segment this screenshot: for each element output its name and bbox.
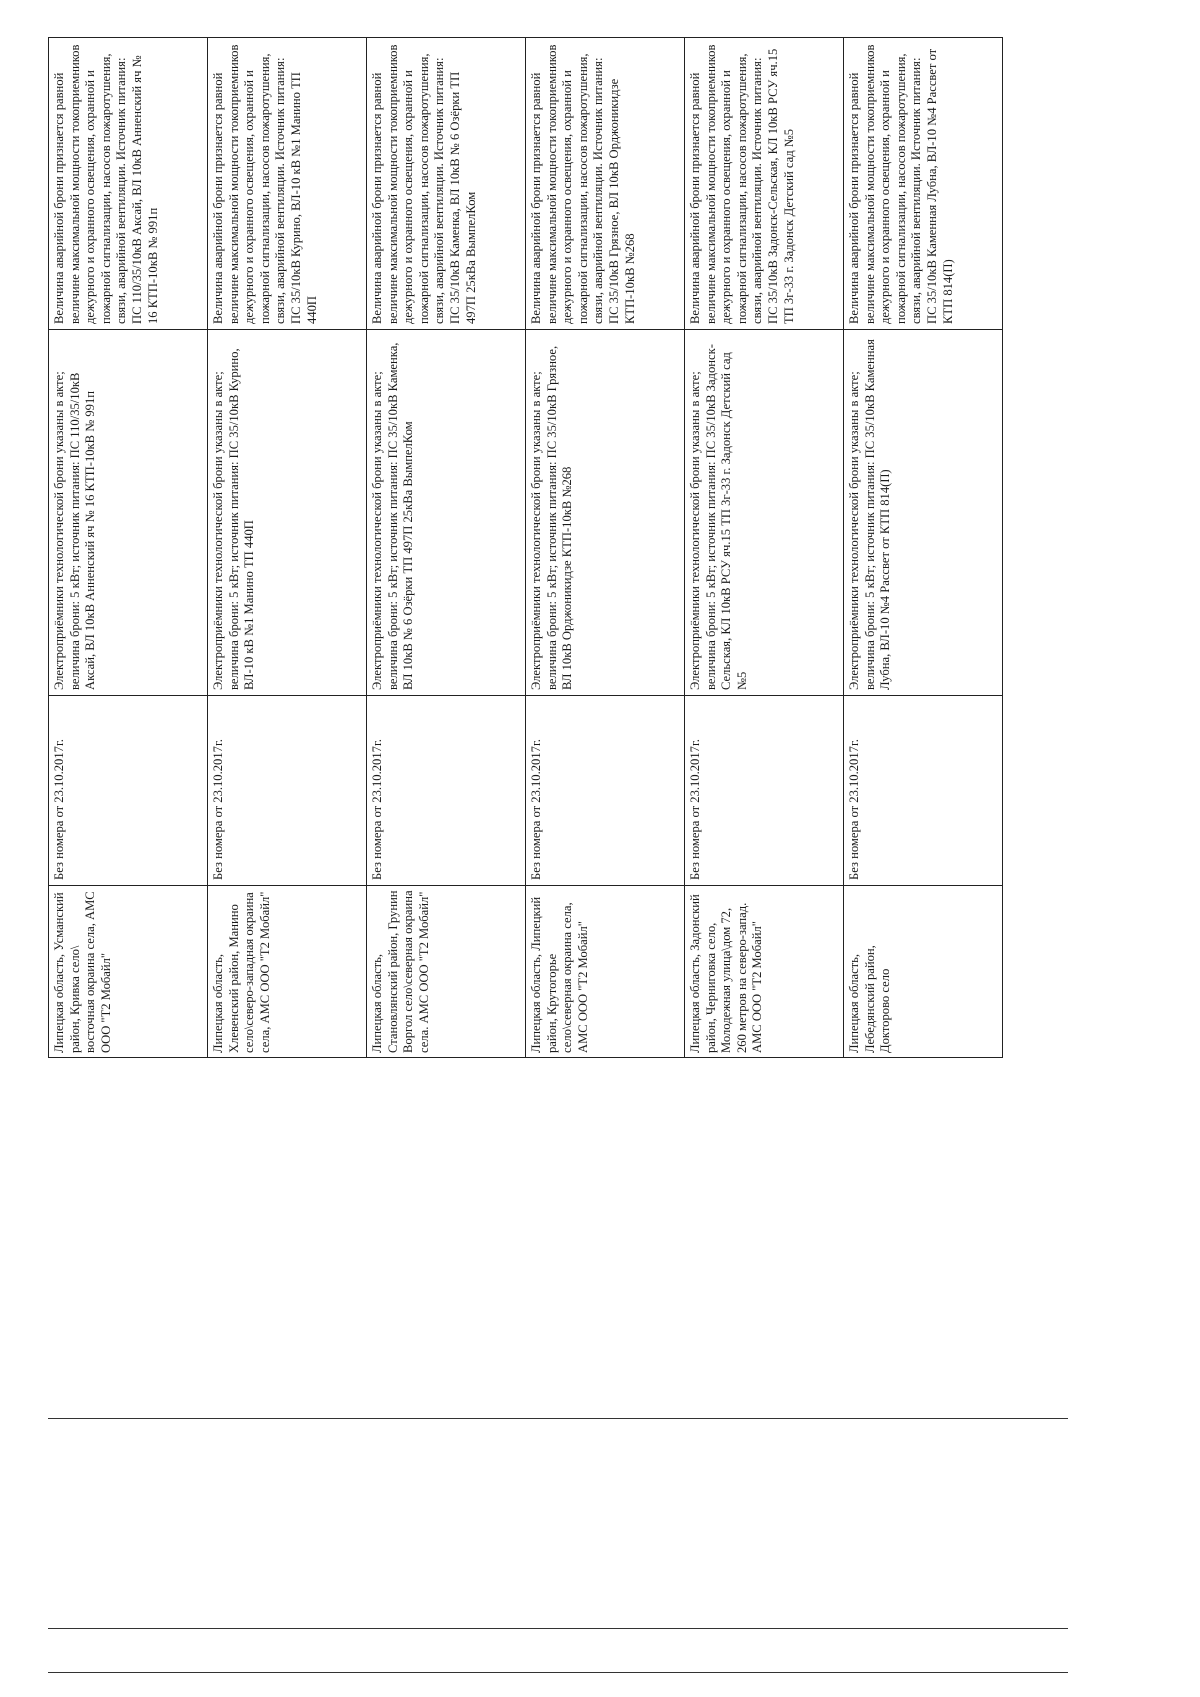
table-row: [367, 38, 526, 1058]
emergency-reserve-cell: Величина аварийной брони признается равной величине максимальной мощности токоприемников дежурного и охранного освещения, охранной и пожарной сигнализации, насосов пожаротушения, связи, аварийной вентиляции. Источник питания: ПС 110/35/10кВ Аксай, ВЛ 10кВ Анненский яч № 16 КТП-10кВ № 991п: [49, 38, 208, 330]
table-row: [208, 38, 367, 1058]
table-row: [49, 38, 208, 1058]
act-cell: Без номера от 23.10.2017г.: [208, 696, 367, 886]
tech-reserve-cell: Электроприёмники технологической брони указаны в акте; величина брони: 5 кВт; источник питания: ПС 35/10кВ Задонск-Сельская, КЛ 10кВ РСУ яч.15 ТП 3г-33 г. Задонск Детский сад №5: [685, 330, 844, 696]
act-cell: Без номера от 23.10.2017г.: [685, 696, 844, 886]
act-cell: Без номера от 23.10.2017г.: [367, 696, 526, 886]
emergency-reserve-cell: Величина аварийной брони признается равной величине максимальной мощности токоприемников дежурного и охранного освещения, охранной и пожарной сигнализации, насосов пожаротушения, связи, аварийной вентиляции. Источник питания: ПС 35/10кВ Каменка, ВЛ 10кВ № 6 Озёрки ТП 497П 25кВа ВымпелКом: [367, 38, 526, 330]
emergency-reserve-cell: Величина аварийной брони признается равной величине максимальной мощности токоприемников дежурного и охранного освещения, охранной и пожарной сигнализации, насосов пожаротушения, связи, аварийной вентиляции. Источник питания: ПС 35/10кВ Курино, ВЛ-10 кВ №1 Манино ТП 440П: [208, 38, 367, 330]
table-row: [844, 38, 1003, 1058]
location-cell: Липецкая область, Хлевенский район, Манино село\северо-западная окраина села, АМС ООО "Т2 Мобайл": [208, 886, 367, 1058]
tech-reserve-cell: Электроприёмники технологической брони указаны в акте; величина брони: 5 кВт; источник питания: ПС 35/10кВ Курино, ВЛ-10 кВ №1 Манино ТП 440П: [208, 330, 367, 696]
act-cell: Без номера от 23.10.2017г.: [844, 696, 1003, 886]
location-cell: Липецкая область, Лебедянский район, Докторово село: [844, 886, 1003, 1058]
act-cell: Без номера от 23.10.2017г.: [49, 696, 208, 886]
reserve-table-body: [49, 38, 1003, 1058]
location-cell: Липецкая область, Задонский район, Черниговка село, Молодежная улица\дом 72, 260 метров на северо-запад. АМС ООО "Т2 Мобайл": [685, 886, 844, 1058]
emergency-reserve-cell: Величина аварийной брони признается равной величине максимальной мощности токоприемников дежурного и охранного освещения, охранной и пожарной сигнализации, насосов пожаротушения, связи, аварийной вентиляции. Источник питания: ПС 35/10кВ Каменная Лубна, ВЛ-10 №4 Рассвет от КТП 814(П): [844, 38, 1003, 330]
tech-reserve-cell: Электроприёмники технологической брони указаны в акте; величина брони: 5 кВт; источник питания: ПС 35/10кВ Грязное, ВЛ 10кВ Орджоникидзе КТП-10кВ №268: [526, 330, 685, 696]
location-cell: Липецкая область, Липецкий район, Крутогорье село\северная окраина села, АМС ООО "Т2 Мобайл": [526, 886, 685, 1058]
reserve-table: [48, 37, 1003, 1058]
location-cell: Липецкая область, Становлянский район, Грунин Воргол село\северная окраина села. АМС ООО "Т2 Мобайл": [367, 886, 526, 1058]
location-cell: Липецкая область, Усманский район, Кривка село\ восточная окраина села, АМС ООО "Т2 Мобайл": [49, 886, 208, 1058]
divider-line: [48, 1672, 1068, 1673]
act-cell: Без номера от 23.10.2017г.: [526, 696, 685, 886]
tech-reserve-cell: Электроприёмники технологической брони указаны в акте; величина брони: 5 кВт; источник питания: ПС 35/10кВ Каменная Лубна, ВЛ-10 №4 Рассвет от КТП 814(П): [844, 330, 1003, 696]
table-row: [685, 38, 844, 1058]
emergency-reserve-cell: Величина аварийной брони признается равной величине максимальной мощности токоприемников дежурного и охранного освещения, охранной и пожарной сигнализации, насосов пожаротушения, связи, аварийной вентиляции. Источник питания: ПС 35/10кВ Грязное, ВЛ 10кВ Орджоникидзе КТП-10кВ №268: [526, 38, 685, 330]
table-row: [526, 38, 685, 1058]
divider-line: [48, 1628, 1068, 1629]
tech-reserve-cell: Электроприёмники технологической брони указаны в акте; величина брони: 5 кВт; источник питания: ПС 110/35/10кВ Аксай, ВЛ 10кВ Анненский яч № 16 КТП-10кВ № 991п: [49, 330, 208, 696]
emergency-reserve-cell: Величина аварийной брони признается равной величине максимальной мощности токоприемников дежурного и охранного освещения, охранной и пожарной сигнализации, насосов пожаротушения, связи, аварийной вентиляции. Источник питания: ПС 35/10кВ Задонск-Сельская, КЛ 10кВ РСУ яч.15 ТП 3г-33 г. Задонск Детский сад №5: [685, 38, 844, 330]
divider-line: [48, 1418, 1068, 1419]
tech-reserve-cell: Электроприёмники технологической брони указаны в акте; величина брони: 5 кВт; источник питания: ПС 35/10кВ Каменка, ВЛ 10кВ № 6 Озёрки ТП 497П 25кВа ВымпелКом: [367, 330, 526, 696]
